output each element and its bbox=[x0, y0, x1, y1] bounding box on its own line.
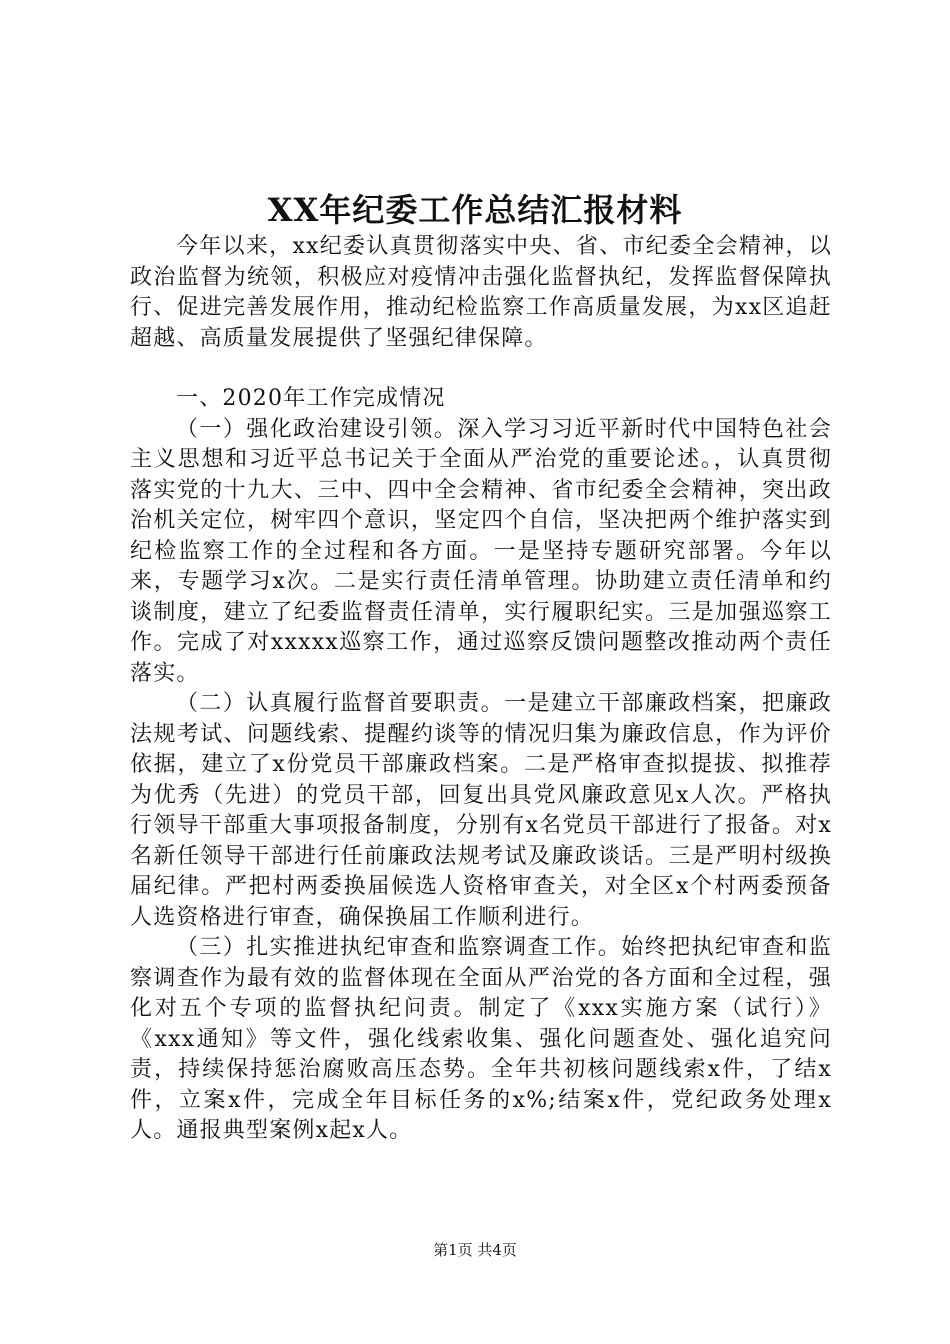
intro-paragraph: 今年以来，xx纪委认真贯彻落实中央、省、市纪委全会精神，以政治监督为统领，积极应对疫情冲击强化监督执纪，发挥监督保障执行、促进完善发展作用，推动纪检监察工作高质量发展，为xx区追赶超越、高质量发展提供了坚强纪律保障。 bbox=[130, 234, 832, 351]
section-paragraph-one: （一）强化政治建设引领。深入学习习近平新时代中国特色社会主义思想和习近平总书记关于全面从严治党的重要论述。，认真贯彻落实党的十九大、三中、四中全会精神、省市纪委全会精神，突出政治机关定位，树牢四个意识，坚定四个自信，坚决把两个维护落实到纪检监察工作的全过程和各方面。一是坚持专题研究部署。今年以来，专题学习x次。二是实行责任清单管理。协助建立责任清单和约谈制度，建立了纪委监督责任清单，实行履职纪实。三是加强巡察工作。完成了对xxxxx巡察工作，通过巡察反馈问题整改推动两个责任落实。 bbox=[130, 416, 832, 686]
section-paragraph-two: （二）认真履行监督首要职责。一是建立干部廉政档案，把廉政法规考试、问题线索、提醒约谈等的情况归集为廉政信息，作为评价依据，建立了x份党员干部廉政档案。二是严格审查拟提拔、拟推荐为优秀（先进）的党员干部，回复出具党风廉政意见x人次。严格执行领导干部重大事项报备制度，分别有x名党员干部进行了报备。对x名新任领导干部进行任前廉政法规考试及廉政谈话。三是严明村级换届纪律。严把村两委换届候选人资格审查关，对全区x个村两委预备人选资格进行审查，确保换届工作顺利进行。 bbox=[130, 691, 832, 930]
document-title: XX年纪委工作总结汇报材料 bbox=[267, 191, 683, 229]
paragraph-spacer bbox=[130, 354, 832, 384]
section-heading: 一、2020年工作完成情况 bbox=[176, 386, 446, 411]
section-paragraph-three: （三）扎实推进执纪审查和监察调查工作。始终把执纪审查和监察调查作为最有效的监督体现在全面从严治党的各方面和全过程，强化对五个专项的监督执纪问责。制定了《xxx实施方案（试行）》《xxx通知》等文件，强化线索收集、强化问题查处、强化追究问责，持续保持惩治腐败高压态势。全年共初核问题线索x件，了结x件，立案x件，完成全年目标任务的x%;结案x件，党纪政务处理x人。通报典型案例x起x人。 bbox=[130, 935, 832, 1143]
page-footer: 第1页 共4页 bbox=[433, 1241, 517, 1259]
document-body bbox=[130, 232, 832, 1147]
